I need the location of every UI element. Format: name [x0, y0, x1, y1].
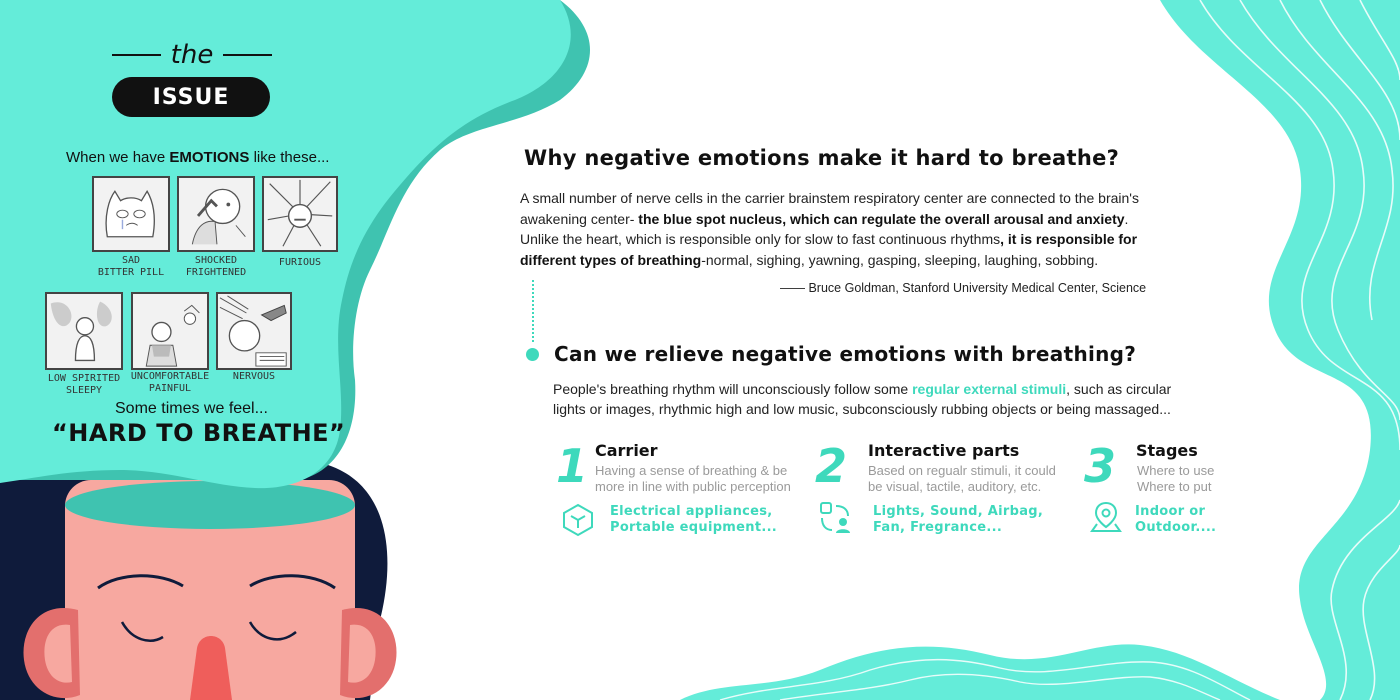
section1-bold: the blue spot nucleus, which can regulate the overall arousal and anxiety	[638, 210, 1125, 227]
section2-paragraph	[553, 379, 1193, 419]
issue-badge: ISSUE	[112, 77, 270, 117]
feature-tag: Indoor or	[1135, 504, 1206, 519]
emotion-panel-sad	[92, 176, 170, 252]
feature-title: Carrier	[595, 441, 658, 460]
feature-tag: Outdoor....	[1135, 520, 1217, 535]
emotion-panel-low-spirited	[45, 292, 123, 370]
timeline-dotted-line	[532, 280, 534, 342]
feature-number: 3	[1084, 439, 1117, 493]
emotion-panel-shocked	[177, 176, 255, 252]
interaction-icon	[818, 500, 852, 534]
feature-desc: Where to put	[1137, 479, 1212, 494]
intro-emphasis: EMOTIONS	[169, 149, 250, 166]
intro-after: like these...	[249, 149, 330, 166]
furious-sketch	[264, 178, 336, 250]
section2-highlight: regular external stimuli	[912, 381, 1067, 397]
feature-desc: Where to use	[1137, 463, 1215, 478]
section2-text: People's breathing rhythm will unconsciously follow some	[553, 381, 913, 397]
sad-cat-sketch	[94, 178, 168, 250]
feature-desc: be visual, tactile, auditory, etc.	[868, 479, 1042, 494]
location-pin-icon	[1089, 500, 1123, 534]
low-spirited-sketch	[47, 294, 121, 368]
emotions-intro	[66, 149, 329, 166]
feature-desc: more in line with public perception	[595, 479, 791, 494]
feature-desc: Based on regualr stimuli, it could	[868, 463, 1056, 478]
feature-tag: Electrical appliances,	[610, 504, 773, 519]
emotion-panel-uncomfortable	[131, 292, 209, 370]
section2-text: , such as circular lights or images, rhythmic high and low music, subconsciously rubbing objects or being massaged...	[553, 381, 1172, 417]
the-label: the	[170, 40, 214, 70]
divider	[223, 54, 272, 56]
timeline-dot	[526, 348, 539, 361]
citation: —— Bruce Goldman, Stanford University Medical Center, Science	[780, 281, 1147, 295]
divider	[112, 54, 161, 56]
nervous-sketch	[218, 294, 290, 368]
bottom-wave-shape	[680, 644, 1280, 700]
emotion-caption: FURIOUS	[278, 257, 322, 268]
hard-to-breathe-heading: “HARD TO BREATHE”	[52, 419, 346, 447]
feature-desc: Having a sense of breathing & be	[595, 463, 788, 478]
section1-title: Why negative emotions make it hard to breathe?	[524, 146, 1120, 170]
emotion-caption: LOW SPIRITED SLEEPY	[47, 373, 121, 396]
uncomfortable-sketch	[133, 294, 207, 368]
feature-tag: Fan, Fregrance...	[873, 520, 1003, 535]
feel-line: Some times we feel...	[115, 400, 268, 417]
emotion-caption: NERVOUS	[232, 371, 276, 382]
emotion-caption: SHOCKED FRIGHTENED	[185, 255, 247, 278]
emotion-panel-furious	[262, 176, 338, 252]
feature-tag: Lights, Sound, Airbag,	[873, 504, 1044, 519]
section1-paragraph	[520, 188, 1160, 270]
the-heading	[112, 40, 272, 70]
emotion-caption: SAD BITTER PILL	[97, 255, 165, 278]
head-opening	[65, 481, 355, 529]
feature-number: 1	[556, 439, 589, 493]
feature-title: Interactive parts	[868, 441, 1020, 460]
feature-tag: Portable equipment...	[610, 520, 778, 535]
section1-text: -normal, sighing, yawning, gasping, sleeping, laughing, sobbing.	[701, 251, 1099, 268]
feature-title: Stages	[1136, 441, 1198, 460]
intro-before: When we have	[66, 149, 170, 166]
emotion-caption: UNCOMFORTABLE PAINFUL	[130, 371, 210, 394]
section2-title: Can we relieve negative emotions with breathing?	[554, 342, 1137, 366]
cube-icon	[561, 503, 595, 537]
emotion-panel-nervous	[216, 292, 292, 370]
section1-text: A small number of nerve cells in the carrier brainstem respiratory center are connected to the brain's awakening center-	[520, 190, 1139, 227]
shocked-sketch	[179, 178, 253, 250]
feature-number: 2	[815, 439, 848, 493]
section1-text: . Unlike the heart, which is responsible only for slow to fast continuous rhythms	[520, 210, 1129, 247]
section1-bold: , it is responsible for different types of breathing	[520, 231, 1138, 268]
